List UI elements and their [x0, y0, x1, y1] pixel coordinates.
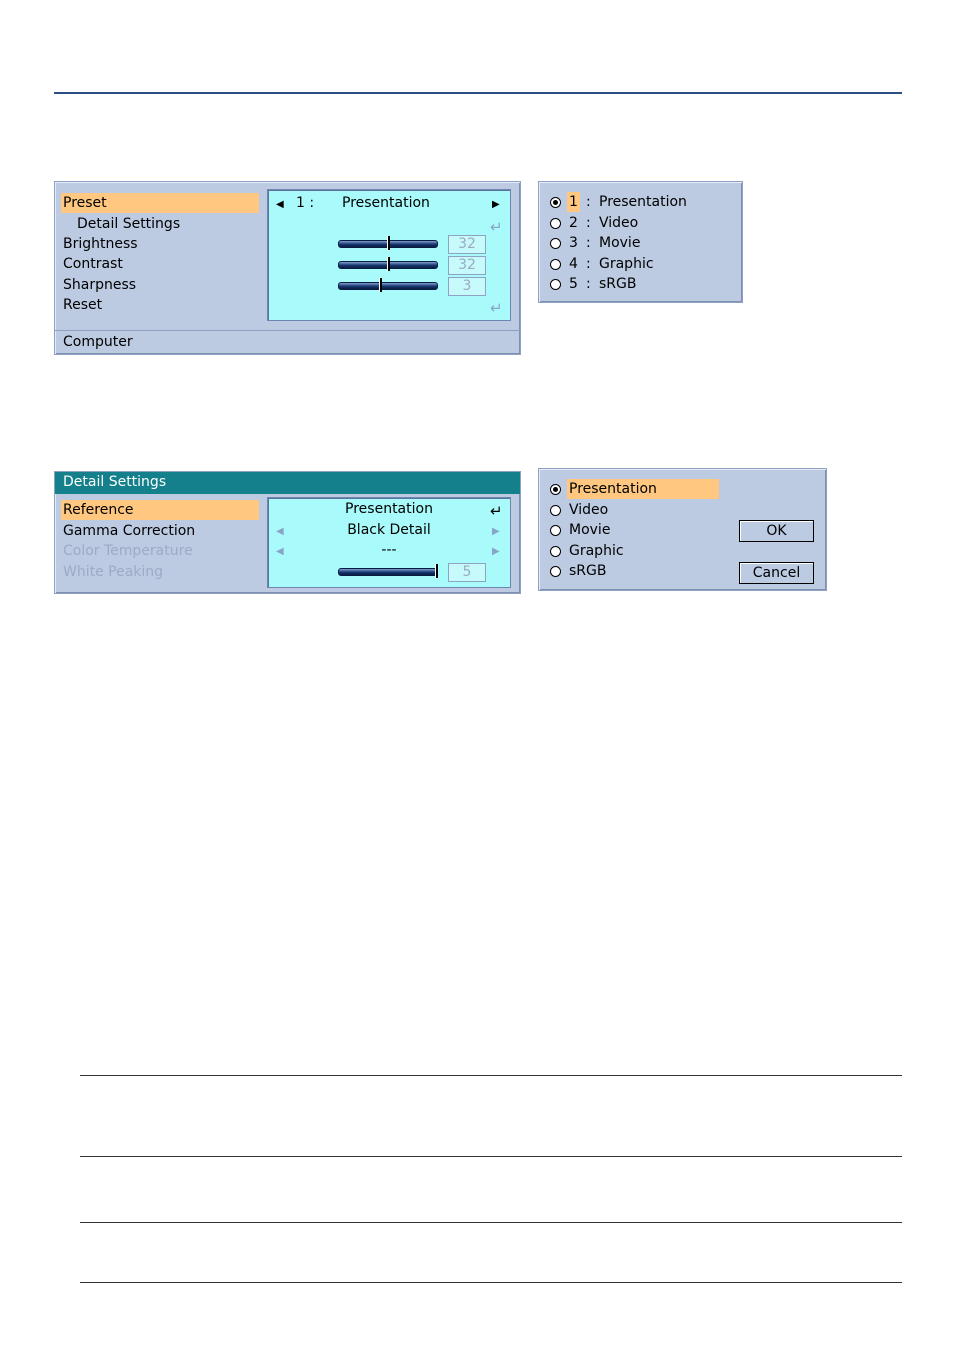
detail-values-pane — [267, 497, 511, 588]
reference-option-label[interactable]: sRGB — [569, 563, 607, 579]
contrast-value: 32 — [448, 256, 486, 275]
reference-dialog — [538, 468, 827, 591]
contrast-slider[interactable] — [338, 261, 438, 269]
detail-title: Detail Settings — [63, 474, 167, 490]
status-bar — [55, 330, 520, 353]
menu-item-reference[interactable]: Reference — [61, 500, 259, 520]
preset-option-label[interactable]: sRGB — [599, 276, 637, 292]
preset-number: 1 : — [296, 195, 315, 211]
contrast-knob[interactable] — [387, 257, 390, 271]
divider-4 — [80, 1282, 902, 1283]
preset-option-separator: : — [586, 255, 591, 272]
brightness-knob[interactable] — [387, 236, 390, 250]
white-peaking-knob — [435, 564, 438, 578]
preset-option-separator: : — [586, 235, 591, 251]
menu-item-brightness[interactable]: Brightness — [63, 236, 138, 252]
brightness-slider[interactable] — [338, 240, 438, 248]
gamma-left-arrow-icon[interactable]: ◀ — [276, 526, 284, 537]
reference-radio[interactable] — [550, 546, 561, 557]
preset-radio[interactable] — [550, 197, 561, 208]
reference-option-label[interactable]: Video — [569, 501, 609, 518]
reset-enter-icon: ↵ — [490, 299, 503, 317]
gamma-right-arrow-icon[interactable]: ▶ — [492, 526, 500, 537]
reference-enter-icon[interactable]: ↵ — [490, 502, 503, 520]
preset-radio[interactable] — [550, 238, 561, 249]
color-temp-value: --- — [381, 542, 397, 558]
sharpness-knob[interactable] — [379, 278, 382, 292]
menu-item-contrast[interactable]: Contrast — [63, 256, 123, 272]
menu-item-gamma-correction[interactable]: Gamma Correction — [63, 523, 196, 539]
menu-item-color-temperature: Color Temperature — [63, 543, 193, 559]
preset-option-label[interactable]: Movie — [599, 235, 641, 251]
white-peaking-value: 5 — [448, 563, 486, 582]
white-peaking-slider — [338, 568, 438, 576]
ok-button[interactable]: OK — [739, 520, 814, 542]
color-temp-right-arrow-icon: ▶ — [492, 546, 500, 557]
preset-option-separator: : — [586, 194, 591, 210]
reference-option-label[interactable]: Movie — [569, 522, 611, 538]
status-text: Computer — [63, 334, 133, 350]
preset-option-number[interactable]: 5 — [569, 276, 578, 292]
reference-radio[interactable] — [550, 505, 561, 516]
preset-option-separator: : — [586, 214, 591, 231]
menu-item-sharpness[interactable]: Sharpness — [63, 277, 137, 293]
reference-radio[interactable] — [550, 566, 561, 577]
preset-option-number[interactable]: 1 — [569, 194, 578, 210]
sharpness-slider[interactable] — [338, 282, 438, 290]
divider-1 — [80, 1075, 902, 1076]
preset-radio[interactable] — [550, 218, 561, 229]
preset-option-label[interactable]: Presentation — [599, 194, 687, 210]
reference-radio[interactable] — [550, 525, 561, 536]
detail-settings-menu — [54, 471, 521, 594]
cancel-button[interactable]: Cancel — [739, 562, 814, 584]
reference-option-label[interactable]: Graphic — [569, 542, 624, 559]
reference-value: Presentation — [345, 501, 433, 517]
menu-item-preset[interactable]: Preset — [61, 193, 259, 213]
sharpness-value: 3 — [448, 277, 486, 296]
divider-3 — [80, 1222, 902, 1223]
top-rule — [54, 92, 902, 94]
divider-2 — [80, 1156, 902, 1157]
preset-option-number[interactable]: 2 — [569, 214, 578, 231]
preset-option-number[interactable]: 3 — [569, 235, 578, 251]
enter-icon: ↵ — [490, 218, 503, 236]
picture-menu — [54, 181, 521, 355]
left-arrow-icon[interactable]: ◀ — [276, 199, 284, 210]
picture-values-pane — [267, 189, 511, 321]
detail-title-bar — [55, 472, 520, 494]
preset-option-label[interactable]: Video — [599, 214, 639, 231]
preset-list — [538, 181, 743, 303]
preset-option-separator: : — [586, 276, 591, 292]
preset-radio[interactable] — [550, 279, 561, 290]
preset-radio[interactable] — [550, 259, 561, 270]
menu-item-white-peaking: White Peaking — [63, 564, 164, 580]
preset-value: Presentation — [342, 195, 430, 211]
reference-option-label[interactable]: Presentation — [567, 479, 719, 499]
preset-option-label[interactable]: Graphic — [599, 255, 654, 272]
right-arrow-icon[interactable]: ▶ — [492, 199, 500, 210]
menu-item-detail-settings[interactable]: Detail Settings — [77, 216, 181, 232]
gamma-value: Black Detail — [347, 522, 431, 538]
color-temp-left-arrow-icon: ◀ — [276, 546, 284, 557]
preset-option-number[interactable]: 4 — [569, 255, 578, 272]
menu-item-reset[interactable]: Reset — [63, 297, 103, 313]
brightness-value: 32 — [448, 235, 486, 254]
reference-radio[interactable] — [550, 484, 561, 495]
